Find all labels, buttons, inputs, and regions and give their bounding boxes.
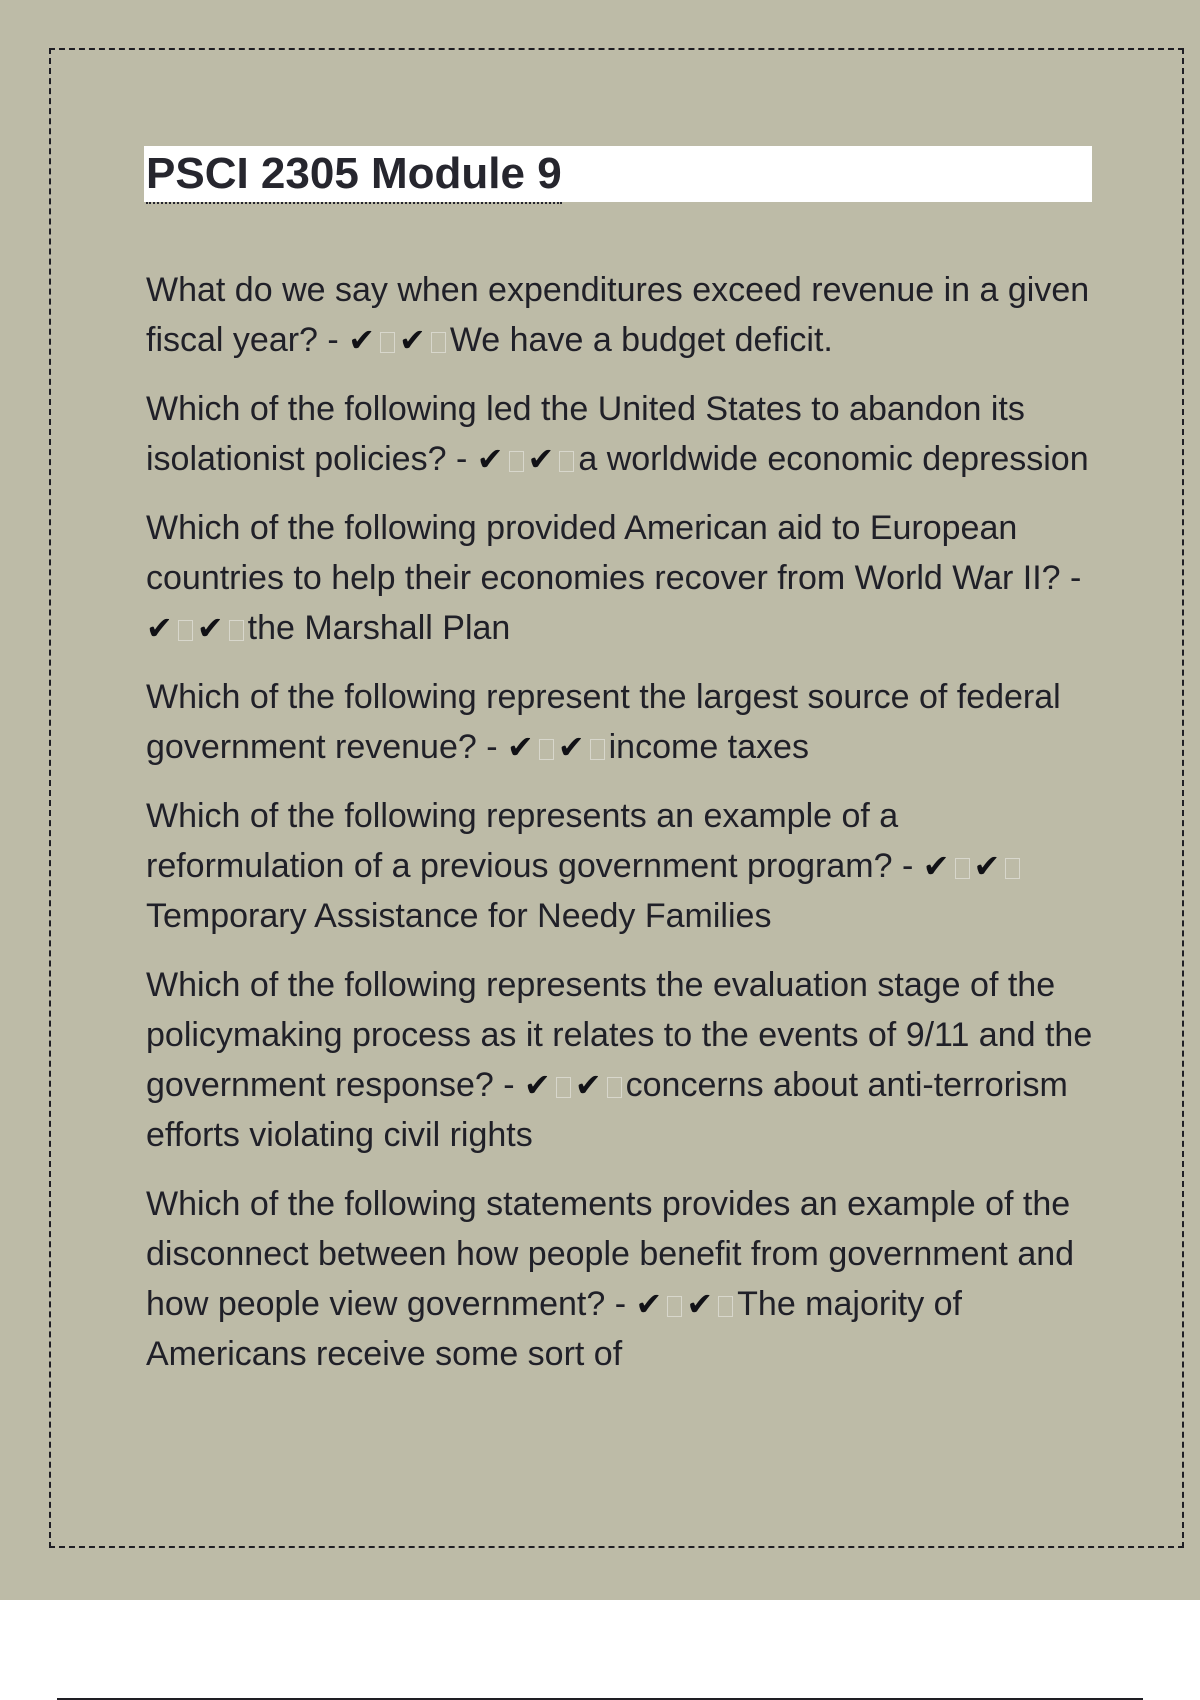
box-icon bbox=[590, 739, 605, 760]
check-icon: ✔ bbox=[507, 728, 534, 766]
box-icon bbox=[559, 451, 574, 472]
qa-item bbox=[146, 672, 1106, 772]
check-icon: ✔ bbox=[524, 1066, 551, 1104]
box-icon bbox=[1005, 858, 1020, 879]
question-text: Which of the following represents an example of a reformulation of a previous government program? bbox=[146, 797, 899, 885]
check-icon: ✔ bbox=[196, 609, 224, 647]
check-icon: ✔ bbox=[146, 609, 173, 647]
question-text: Which of the following statements provides an example of the disconnect between how people benefit from government and how people view government? bbox=[146, 1185, 1075, 1323]
box-icon bbox=[509, 451, 524, 472]
check-icon: ✔ bbox=[973, 847, 1001, 885]
qa-item bbox=[146, 384, 1106, 484]
separator: - bbox=[493, 1066, 524, 1104]
box-icon bbox=[178, 620, 193, 641]
question-text: Which of the following provided American aid to European countries to help their economies recover from World War II? bbox=[146, 509, 1061, 597]
check-icon: ✔ bbox=[399, 321, 426, 359]
separator: - bbox=[446, 440, 477, 478]
answer-text: We have a budget deficit. bbox=[449, 321, 833, 359]
qa-item bbox=[146, 1179, 1106, 1379]
check-icon: ✔ bbox=[527, 440, 555, 478]
box-icon bbox=[380, 332, 395, 353]
question-text: Which of the following led the United States to abandon its isolationist policies? bbox=[146, 390, 1025, 478]
box-icon bbox=[229, 620, 244, 641]
answer-text: the Marshall Plan bbox=[247, 609, 511, 647]
check-icon: ✔ bbox=[557, 728, 585, 766]
separator: - bbox=[476, 728, 507, 766]
question-answer-list bbox=[146, 265, 1106, 1398]
answer-text: The majority of Americans receive some sort of bbox=[146, 1285, 962, 1373]
separator: - bbox=[1060, 559, 1082, 597]
box-icon bbox=[607, 1077, 622, 1098]
check-icon: ✔ bbox=[348, 321, 375, 359]
question-text: What do we say when expenditures exceed revenue in a given fiscal year? bbox=[146, 271, 1090, 359]
question-text: Which of the following represents the evaluation stage of the policymaking process as it relates to the events of 9/11 and the government response? bbox=[146, 966, 1093, 1104]
separator: - bbox=[317, 321, 349, 359]
check-icon: ✔ bbox=[635, 1285, 663, 1323]
separator: - bbox=[605, 1285, 636, 1323]
check-icon: ✔ bbox=[922, 847, 950, 885]
answer-text: a worldwide economic depression bbox=[578, 440, 1089, 478]
check-icon: ✔ bbox=[686, 1285, 714, 1323]
box-icon bbox=[539, 739, 554, 760]
qa-item bbox=[146, 791, 1106, 941]
qa-item bbox=[146, 265, 1106, 365]
question-text: Which of the following represent the largest source of federal government revenue? bbox=[146, 678, 1061, 766]
box-icon bbox=[556, 1077, 571, 1098]
check-icon: ✔ bbox=[476, 440, 504, 478]
answer-text: income taxes bbox=[608, 728, 809, 766]
box-icon bbox=[718, 1296, 733, 1317]
separator: - bbox=[892, 847, 923, 885]
answer-text: Temporary Assistance for Needy Families bbox=[146, 897, 772, 935]
check-icon: ✔ bbox=[574, 1066, 602, 1104]
qa-item bbox=[146, 960, 1106, 1160]
page-title: PSCI 2305 Module 9 bbox=[146, 146, 562, 204]
box-icon bbox=[431, 332, 446, 353]
qa-item bbox=[146, 503, 1106, 653]
box-icon bbox=[667, 1296, 682, 1317]
answer-text: concerns about anti-terrorism efforts violating civil rights bbox=[146, 1066, 1068, 1154]
box-icon bbox=[955, 858, 970, 879]
